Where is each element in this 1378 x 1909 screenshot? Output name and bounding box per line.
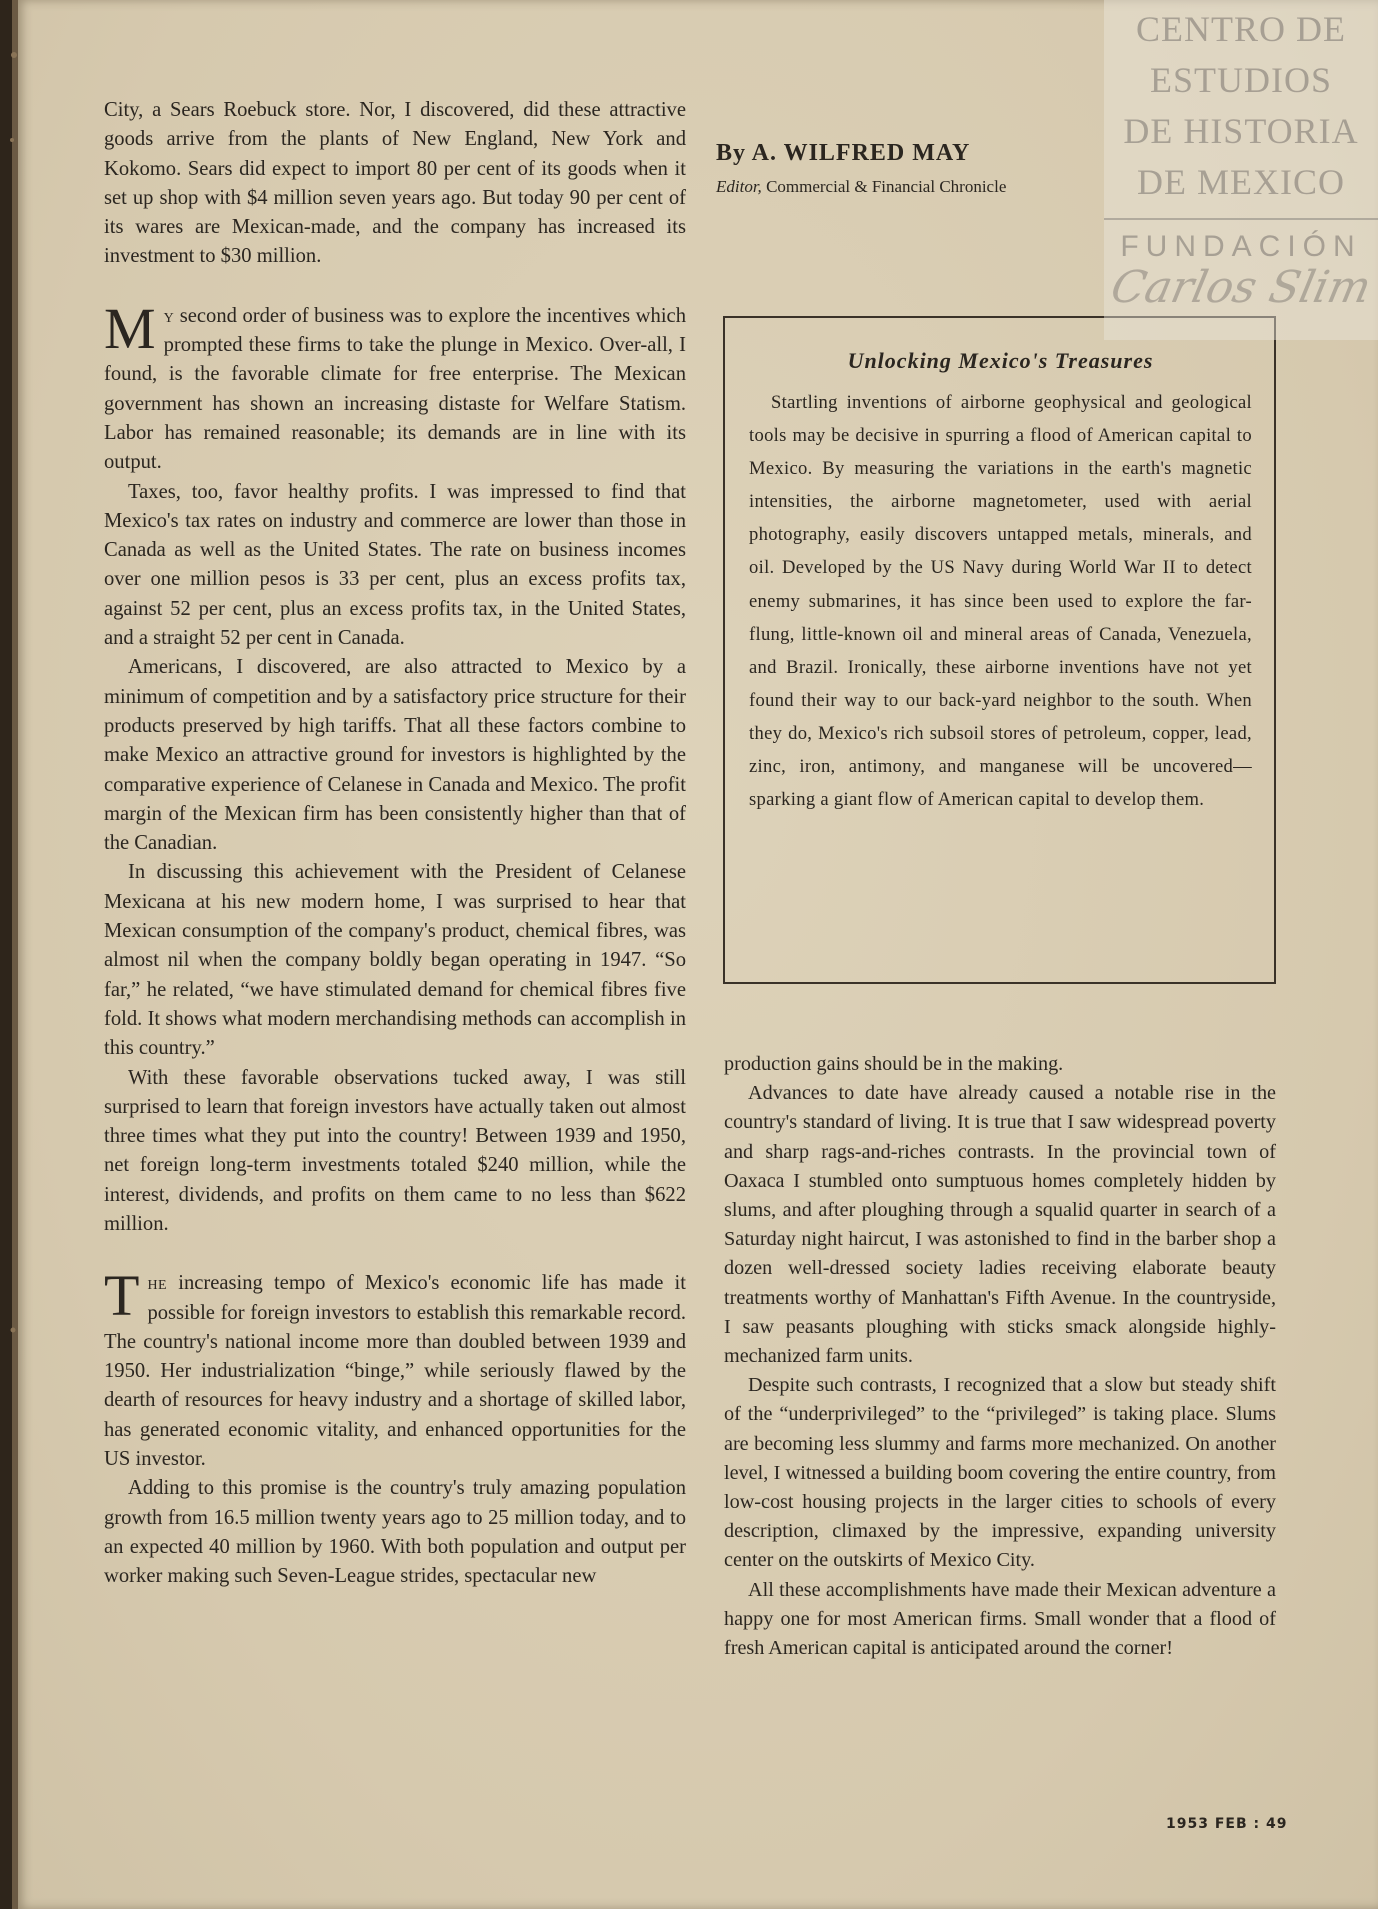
drop-cap: T <box>104 1263 140 1329</box>
right-column <box>724 1050 1276 1663</box>
watermark-line: DE MEXICO <box>1137 162 1345 202</box>
paragraph: City, a Sears Roebuck store. Nor, I discovered, did these attractive goods arrive from the plants of New England, New York and Kokomo. Sears did expect to import 80 per cent of its goods when it set up shop with $4 million seven years ago. But today 90 per cent of its wares are Mexican-made, and the company has increased its investment to $30 million. <box>104 99 686 268</box>
watermark-line: ESTUDIOS <box>1149 60 1332 100</box>
paragraph: All these accomplishments have made their Mexican adventure a happy one for most American firms. Small wonder that a flood of fresh American capital is anticipated around the corner! <box>724 1578 1276 1660</box>
left-column <box>104 96 686 1592</box>
page-folio: 1953 FEB : 49 <box>1166 1816 1288 1832</box>
author-role: Editor, <box>716 177 762 196</box>
paragraph: Taxes, too, favor healthy profits. I was impressed to find that Mexico's tax rates on industry and commerce are lower than those in Canada as well as the United States. The rate on business incomes over one million pesos is 33 per cent, plus an excess profits tax, against 52 per cent, plus an excess profits tax, in the United States, and a straight 52 per cent in Canada. <box>104 480 686 650</box>
author-title <box>716 177 1126 197</box>
sidebar-title: Unlocking Mexico's Treasures <box>847 348 1154 373</box>
binding-edge <box>0 0 24 1909</box>
watermark-signature: Carlos Slim <box>1106 262 1376 313</box>
sidebar-body: Startling inventions of airborne geophysical and geological tools may be decisive in spurring a flood of American capital to Mexico. By measuring the variations in the earth's magnetic intensities, the airborne magnetometer, used with aerial photography, easily discovers untapped metals, minerals, and oil. Developed by the US Navy during World War II to detect enemy submarines, it has since been used to explore the far-flung, little-known oil and mineral areas of Canada, Venezuela, and Brazil. Ironically, these airborne inventions have not yet found their way to our back-yard neighbor to the south. When they do, Mexico's rich subsoil stores of petroleum, copper, lead, zinc, iron, antimony, and manganese will be uncovered—sparking a giant flow of American capital to develop them. <box>749 392 1252 811</box>
paragraph: Advances to date have already caused a notable rise in the country's standard of living. It is true that I saw widespread poverty and sharp rags-and-riches contrasts. In the provincial town of Oaxaca I stumbled onto sumptuous homes completely hidden by slums, and after ploughing through a squalid quarter in search of a Saturday night haircut, I was astonished to find in the barber shop a dozen well-dressed society ladies receiving elaborate beauty treatments worthy of Manhattan's Fifth Avenue. In the countryside, I saw peasants ploughing with sticks smack alongside highly-mechanized farm units. <box>724 1082 1276 1368</box>
byline <box>716 140 1126 197</box>
watermark-foundation: FUNDACIÓN <box>1120 230 1362 263</box>
watermark-line: CENTRO DE <box>1136 9 1346 49</box>
paragraph: Americans, I discovered, are also attracted to Mexico by a minimum of competition and by a satisfactory price structure for their products preserved by high tariffs. That all these factors combine to make Mexico an attractive ground for investors is highlighted by the comparative experience of Celanese in Canada and Mexico. The profit margin of the Mexican firm has been consistently higher than that of the Canadian. <box>104 656 686 855</box>
sidebar-box <box>723 316 1276 984</box>
archive-watermark <box>1104 0 1378 340</box>
watermark-line: DE HISTORIA <box>1123 111 1359 151</box>
paragraph-text: increasing tempo of Mexico's economic life has made it possible for foreign investors to establish this remarkable record. The country's national income more than doubled between 1939 and 1950. Her industrialization “binge,” while seriously flawed by the dearth of resources for heavy industry and a shortage of skilled labor, has generated economic vitality, and enhanced opportunities for the US investor. <box>104 1272 686 1471</box>
author-name: By A. WILFRED MAY <box>716 140 971 166</box>
paragraph: In discussing this achievement with the President of Celanese Mexicana at his new modern home, I was surprised to hear that Mexican consumption of the company's product, chemical fibres, was almost nil when the company boldly began operating in 1947. “So far,” he related, “we have stimulated demand for chemical fibres five fold. It shows what modern merchandising methods can accomplish in this country.” <box>104 861 686 1060</box>
author-publication: Commercial & Financial Chronicle <box>766 177 1007 196</box>
paragraph: Despite such contrasts, I recognized that a slow but steady shift of the “underprivileged” to the “privileged” is taking place. Slums are becoming less slummy and farms more mechanized. On another level, I witnessed a building boom covering the entire country, from low-cost housing projects in the larger cities to schools of every description, climaxed by the impressive, expanding university center on the outskirts of Mexico City. <box>724 1374 1276 1572</box>
paragraph <box>104 1263 686 1474</box>
paragraph: production gains should be in the making. <box>724 1053 1064 1075</box>
drop-cap: M <box>104 295 156 361</box>
paragraph <box>104 295 686 478</box>
paragraph: With these favorable observations tucked away, I was still surprised to learn that foreign investors have actually taken out almost three times what they put into the country! Between 1939 and 1950, net foreign long-term investments totaled $240 million, while the interest, dividends, and profits on them came to no less than $622 million. <box>104 1066 686 1235</box>
paragraph: Adding to this promise is the country's truly amazing population growth from 16.5 million twenty years ago to 25 million today, and to an expected 40 million by 1960. With both population and output per worker making such Seven-League strides, spectacular new <box>104 1477 686 1588</box>
lead-in: y <box>163 304 175 327</box>
lead-in: he <box>147 1272 168 1295</box>
watermark-rule <box>1104 218 1378 220</box>
paragraph-text: second order of business was to explore the incentives which prompted these firms to take the plunge in Mexico. Over-all, I found, is the favorable climate for free enterprise. The Mexican government has shown an increasing distaste for Welfare Statism. Labor has remained reasonable; its demands are in line with its output. <box>104 304 686 474</box>
